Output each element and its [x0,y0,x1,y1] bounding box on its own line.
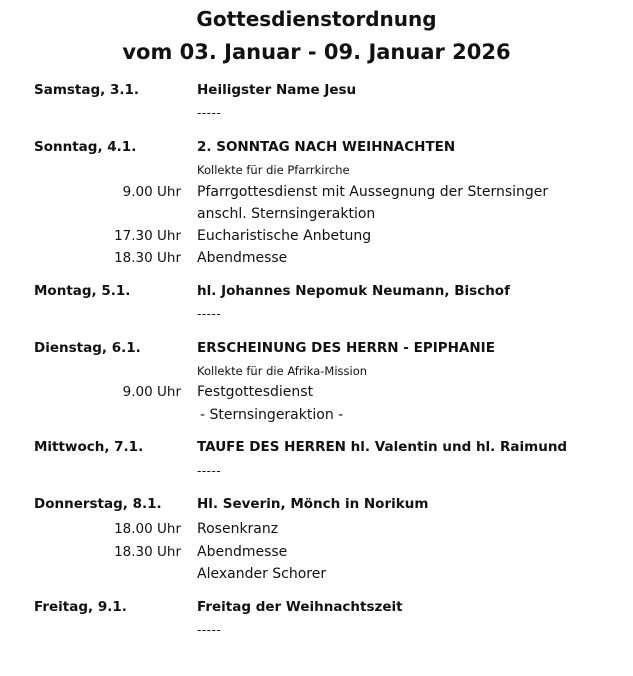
collection-note: Kollekte für die Pfarrkirche [197,163,350,177]
separator: ----- [197,106,222,120]
feast-title: Hl. Severin, Mönch in Norikum [197,496,429,512]
service-time: 9.00 Uhr [122,384,181,400]
feast-title: Freitag der Weihnachtszeit [197,599,403,615]
day-entry-montag [0,280,633,302]
service-text: Alexander Schorer [197,566,327,582]
day-label: Dienstag, 6.1. [34,340,141,356]
service-row [0,181,633,203]
service-text: Abendmesse [197,250,288,266]
collection-note: Kollekte für die Afrika-Mission [197,364,368,378]
separator-row [0,460,633,482]
day-entry-dienstag [0,337,633,359]
separator-row [0,303,633,325]
day-label: Montag, 5.1. [34,283,131,299]
service-time: 18.30 Uhr [114,544,181,560]
separator-row [0,102,633,124]
service-time: 18.00 Uhr [114,521,181,537]
service-text: Abendmesse [197,544,288,560]
service-row [0,247,633,269]
page-title: Gottesdienstordnung [196,7,437,31]
day-entry-freitag [0,596,633,618]
service-time: 18.30 Uhr [114,250,181,266]
service-time: 17.30 Uhr [114,228,181,244]
day-entry-mittwoch [0,436,633,458]
feast-title: hl. Johannes Nepomuk Neumann, Bischof [197,283,510,299]
feast-title: ERSCHEINUNG DES HERRN - EPIPHANIE [197,340,495,356]
service-row [0,404,633,426]
service-row [0,203,633,225]
day-entry-sonntag [0,136,633,158]
service-row [0,541,633,563]
collection-row [0,159,633,181]
day-label: Mittwoch, 7.1. [34,439,144,455]
service-time: 9.00 Uhr [122,184,181,200]
service-row [0,518,633,540]
separator: ----- [197,623,222,637]
service-text: - Sternsingeraktion - [200,407,344,423]
date-range-title: vom 03. Januar - 09. Januar 2026 [122,40,511,64]
separator-row [0,619,633,641]
separator: ----- [197,307,222,321]
service-text: Festgottesdienst [197,384,314,400]
day-entry-samstag [0,79,633,101]
feast-title: 2. SONNTAG NACH WEIHNACHTEN [197,139,456,155]
day-label: Freitag, 9.1. [34,599,127,615]
feast-title: Heiligster Name Jesu [197,82,357,98]
separator: ----- [197,464,222,478]
service-text: Rosenkranz [197,521,279,537]
service-row [0,563,633,585]
service-text: Eucharistische Anbetung [197,228,372,244]
service-text: anschl. Sternsingeraktion [197,206,376,222]
day-label: Samstag, 3.1. [34,82,140,98]
service-row [0,381,633,403]
feast-title: TAUFE DES HERREN hl. Valentin und hl. Raimund [197,439,568,455]
day-label: Sonntag, 4.1. [34,139,137,155]
service-row [0,225,633,247]
collection-row [0,360,633,382]
day-label: Donnerstag, 8.1. [34,496,162,512]
service-text: Pfarrgottesdienst mit Aussegnung der Sternsinger [197,184,549,200]
day-entry-donnerstag [0,493,633,515]
